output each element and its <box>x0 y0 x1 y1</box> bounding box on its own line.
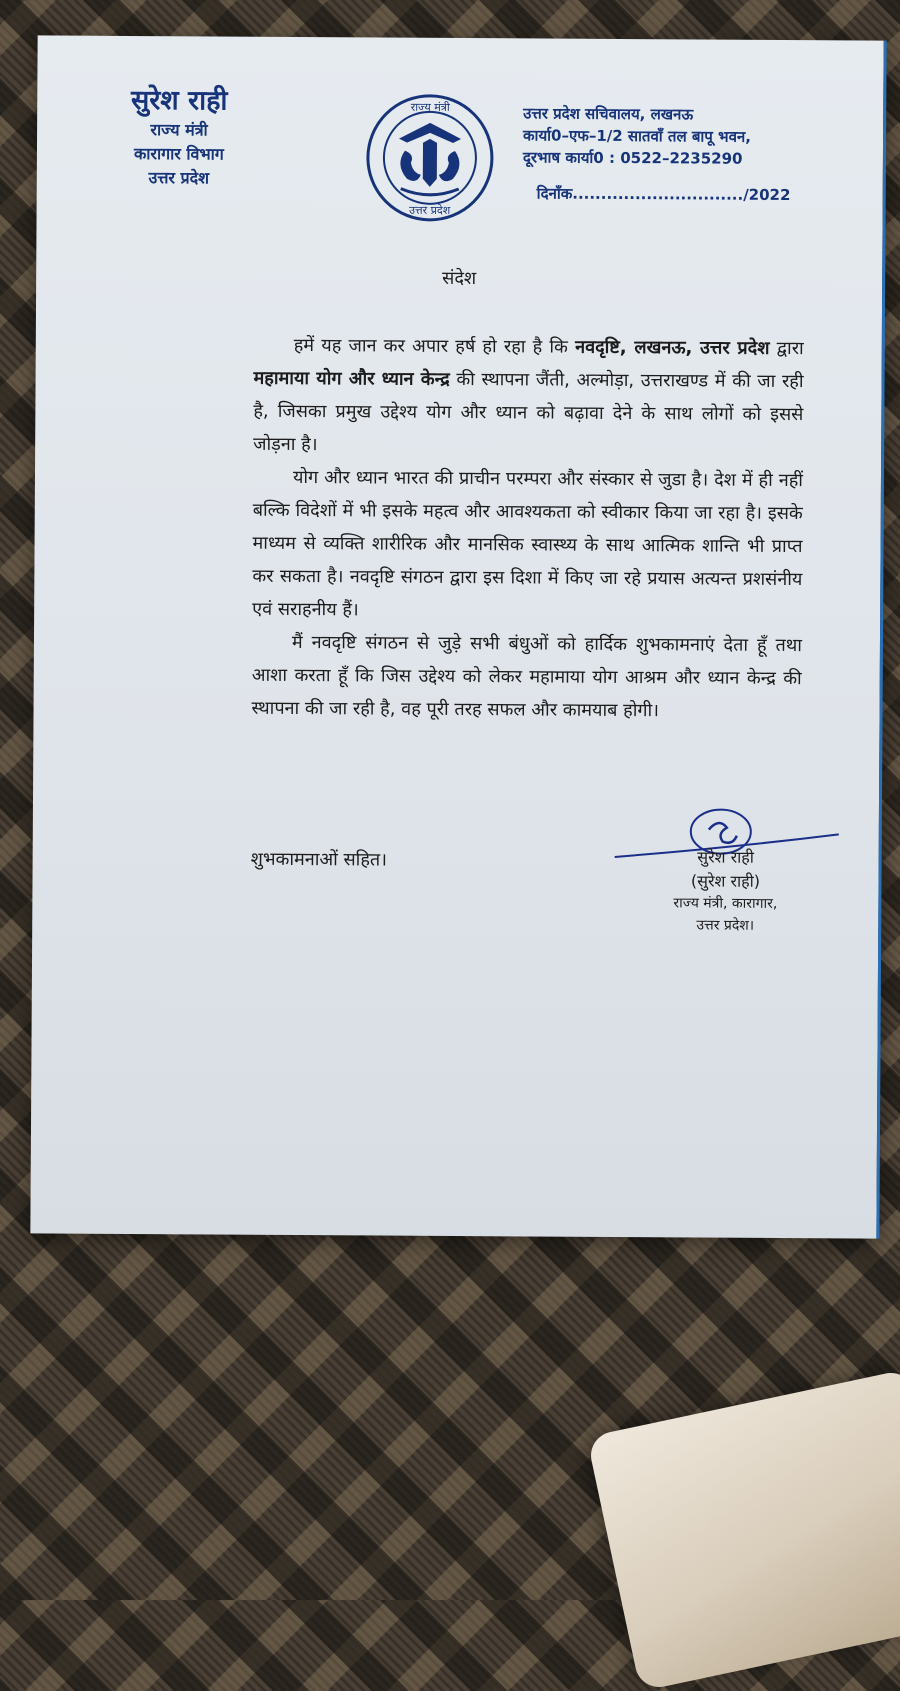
minister-designation: राज्य मंत्री <box>150 120 208 140</box>
minister-state: उत्तर प्रदेश <box>148 168 210 188</box>
phone-line: दूरभाष कार्या0 : 0522–2235290 <box>522 148 743 168</box>
up-emblem-seal <box>365 92 496 223</box>
signature-designation: राज्य मंत्री, कारागार, <box>673 895 778 912</box>
paragraph-1-org: नवदृष्टि, लखनऊ, उत्तर प्रदेश <box>575 336 770 359</box>
emblem-top-text: राज्य मंत्री <box>410 100 450 114</box>
letter-body <box>251 329 803 728</box>
paragraph-1-text-c: द्वारा <box>769 337 804 360</box>
letter-sheet <box>30 35 886 1238</box>
signature-name-script: सुरेश राही <box>697 847 755 867</box>
letterhead-left <box>99 84 260 191</box>
paragraph-1-centre: महामाया योग और ध्यान केन्द्र <box>253 367 450 390</box>
paragraph-1-text-e: की स्थापना जैंती, अल्मोड़ा, उत्तराखण्ड में की जा रही है, जिसका प्रमुख उद्देश्य योग और ध्यान को बढ़ावा देने के साथ लोगों को इससे जोड़ना है। <box>253 368 804 456</box>
paragraph-1-text-a: हमें यह जान कर अपार हर्ष हो रहा है कि <box>293 334 576 358</box>
closing-line: शुभकामनाओं सहित। <box>250 848 388 871</box>
emblem-bottom-text: उत्तर प्रदेश <box>408 203 451 217</box>
paragraph-3: मैं नवदृष्टि संगठन से जुड़े सभी बंधुओं को हार्दिक शुभकामनाएं देता हूँ तथा आशा करता हूँ कि जिस उद्देश्य को लेकर महामाया योग आश्रम और ध्यान केन्द्र की स्थापना की जा रही है, वह पूरी तरह सफल और कामयाब होगी। <box>251 631 803 722</box>
minister-name: सुरेश राही <box>130 84 228 117</box>
minister-department: कारागार विभाग <box>133 144 224 164</box>
address-line-2: कार्या0–एफ–1/2 सातवाँ तल बापू भवन, <box>523 126 752 146</box>
paragraph-2: योग और ध्यान भारत की प्राचीन परम्परा और संस्कार से जुडा है। देश में ही नहीं बल्कि विदेशों में भी इसके महत्व और आवश्यकता को स्वीकार किया जा रहा है। इसके माध्यम से व्यक्ति शारीरिक और मानसिक स्वास्थ्य के साथ आत्मिक शान्ति भी प्राप्त कर सकता है। नवदृष्टि संगठन द्वारा इस दिशा में किए जा रहे प्रयास अत्यन्त प्रशसंनीय एवं सराहनीय हैं। <box>252 466 804 621</box>
letterhead-address <box>523 102 844 206</box>
letter-title: संदेश <box>442 267 477 290</box>
paragraph-1 <box>253 329 804 464</box>
signature-state: उत्तर प्रदेश। <box>696 917 755 934</box>
signature-block <box>610 799 841 940</box>
date-line: दिनाँक............................../2022 <box>536 184 791 205</box>
address-line-1: उत्तर प्रदेश सचिवालय, लखनऊ <box>523 104 694 124</box>
cushion-background <box>587 1369 900 1691</box>
signature-printed-name: (सुरेश राही) <box>690 871 761 891</box>
